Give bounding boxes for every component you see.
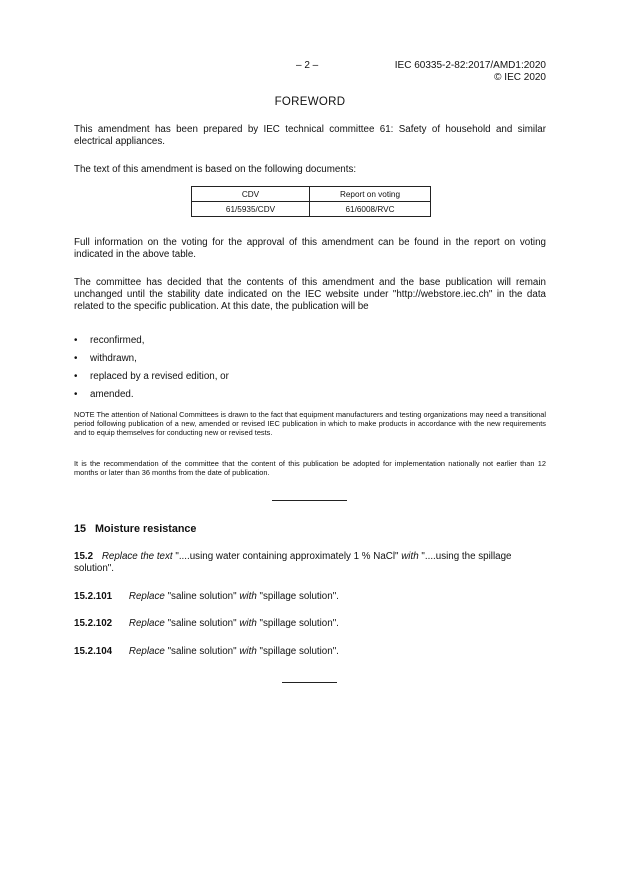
clause-15-2-104: [74, 646, 546, 658]
table-header-report: Report on voting: [310, 187, 431, 202]
clause-number: 15.2: [74, 551, 94, 562]
clause-new-text: "spillage solution".: [259, 591, 339, 602]
clause-old-text: "saline solution": [167, 646, 237, 657]
bullet-icon: •: [74, 371, 78, 382]
clause-action: Replace: [128, 591, 165, 602]
bullet-icon: •: [74, 335, 78, 346]
list-item-text: replaced by a revised edition, or: [90, 371, 229, 382]
reference-line-1: IEC 60335-2-82:2017/AMD1:2020: [394, 60, 546, 71]
document-reference: [395, 60, 546, 84]
foreword-end-rule: [272, 500, 347, 501]
voting-info-paragraph: Full information on the voting for the approval of this amendment can be found in the report on voting indicated in the above table.: [74, 237, 546, 261]
list-item: [74, 352, 546, 370]
based-on-paragraph: The text of this amendment is based on the following documents:: [74, 164, 357, 175]
table-cell-cdv: 61/5935/CDV: [192, 202, 310, 217]
note-paragraph: NOTE The attention of National Committees is drawn to the fact that equipment manufacturers and testing organizations may need a transitional period following publication of a new, amended or revised IEC publication in which to make products in accordance with the new requirements and to equip themselves for conducting new or revised tests.: [74, 410, 546, 437]
page-number: – 2 –: [296, 60, 319, 71]
clause-action: Replace: [128, 646, 165, 657]
bullet-icon: •: [74, 389, 78, 400]
bullet-icon: •: [74, 353, 78, 364]
clause-old-text: "....using water containing approximately 1 % NaCl": [175, 551, 399, 562]
end-rule: [282, 682, 337, 683]
clause-new-text: "spillage solution".: [259, 646, 339, 657]
clause-15-2-101: [74, 591, 546, 603]
list-item-text: reconfirmed,: [90, 335, 145, 346]
clause-action: Replace: [128, 618, 165, 629]
clause-new-text: "....using the spillage solution".: [74, 551, 512, 575]
list-item-text: withdrawn,: [90, 353, 137, 364]
clause-15-2-102: [74, 618, 546, 630]
table-header-cdv: CDV: [192, 187, 310, 202]
clause-old-text: "saline solution": [167, 591, 237, 602]
clause-with: with: [239, 591, 257, 602]
clause-new-text: "spillage solution".: [259, 618, 339, 629]
clause-with: with: [239, 618, 257, 629]
recommendation-paragraph: It is the recommendation of the committee that the content of this publication be adopted for implementation nationally not earlier than 12 months or later than 36 months from the date of publication.: [74, 459, 546, 477]
section-heading: [74, 523, 196, 535]
clause-15-2: [74, 551, 546, 576]
stability-paragraph: The committee has decided that the contents of this amendment and the base publication will remain unchanged until the stability date indicated on the IEC website under "http://webstore.iec.ch" in the data related to the specific publication. At this date, the publication will be: [74, 277, 546, 313]
list-item: [74, 370, 546, 388]
clause-number: 15.2.101: [74, 591, 113, 602]
clause-number: 15.2.102: [74, 618, 113, 629]
clause-with: with: [239, 646, 257, 657]
table-cell-rvc: 61/6008/RVC: [310, 202, 431, 217]
foreword-title: FOREWORD: [274, 96, 346, 108]
clause-action: Replace the text: [101, 551, 173, 562]
list-item: [74, 334, 546, 352]
table-header-row: [192, 187, 431, 202]
section-title: Moisture resistance: [95, 523, 197, 535]
clause-with: with: [401, 551, 419, 562]
documents-table: [191, 186, 431, 217]
section-number: 15: [74, 523, 87, 535]
reference-line-2: © IEC 2020: [494, 72, 546, 83]
intro-paragraph: This amendment has been prepared by IEC technical committee 61: Safety of household and similar electrical appliances.: [74, 124, 546, 148]
table-row: [192, 202, 431, 217]
publication-options-list: [74, 334, 546, 406]
clause-old-text: "saline solution": [167, 618, 237, 629]
list-item-text: amended.: [90, 389, 134, 400]
clause-number: 15.2.104: [74, 646, 113, 657]
list-item: [74, 388, 546, 406]
